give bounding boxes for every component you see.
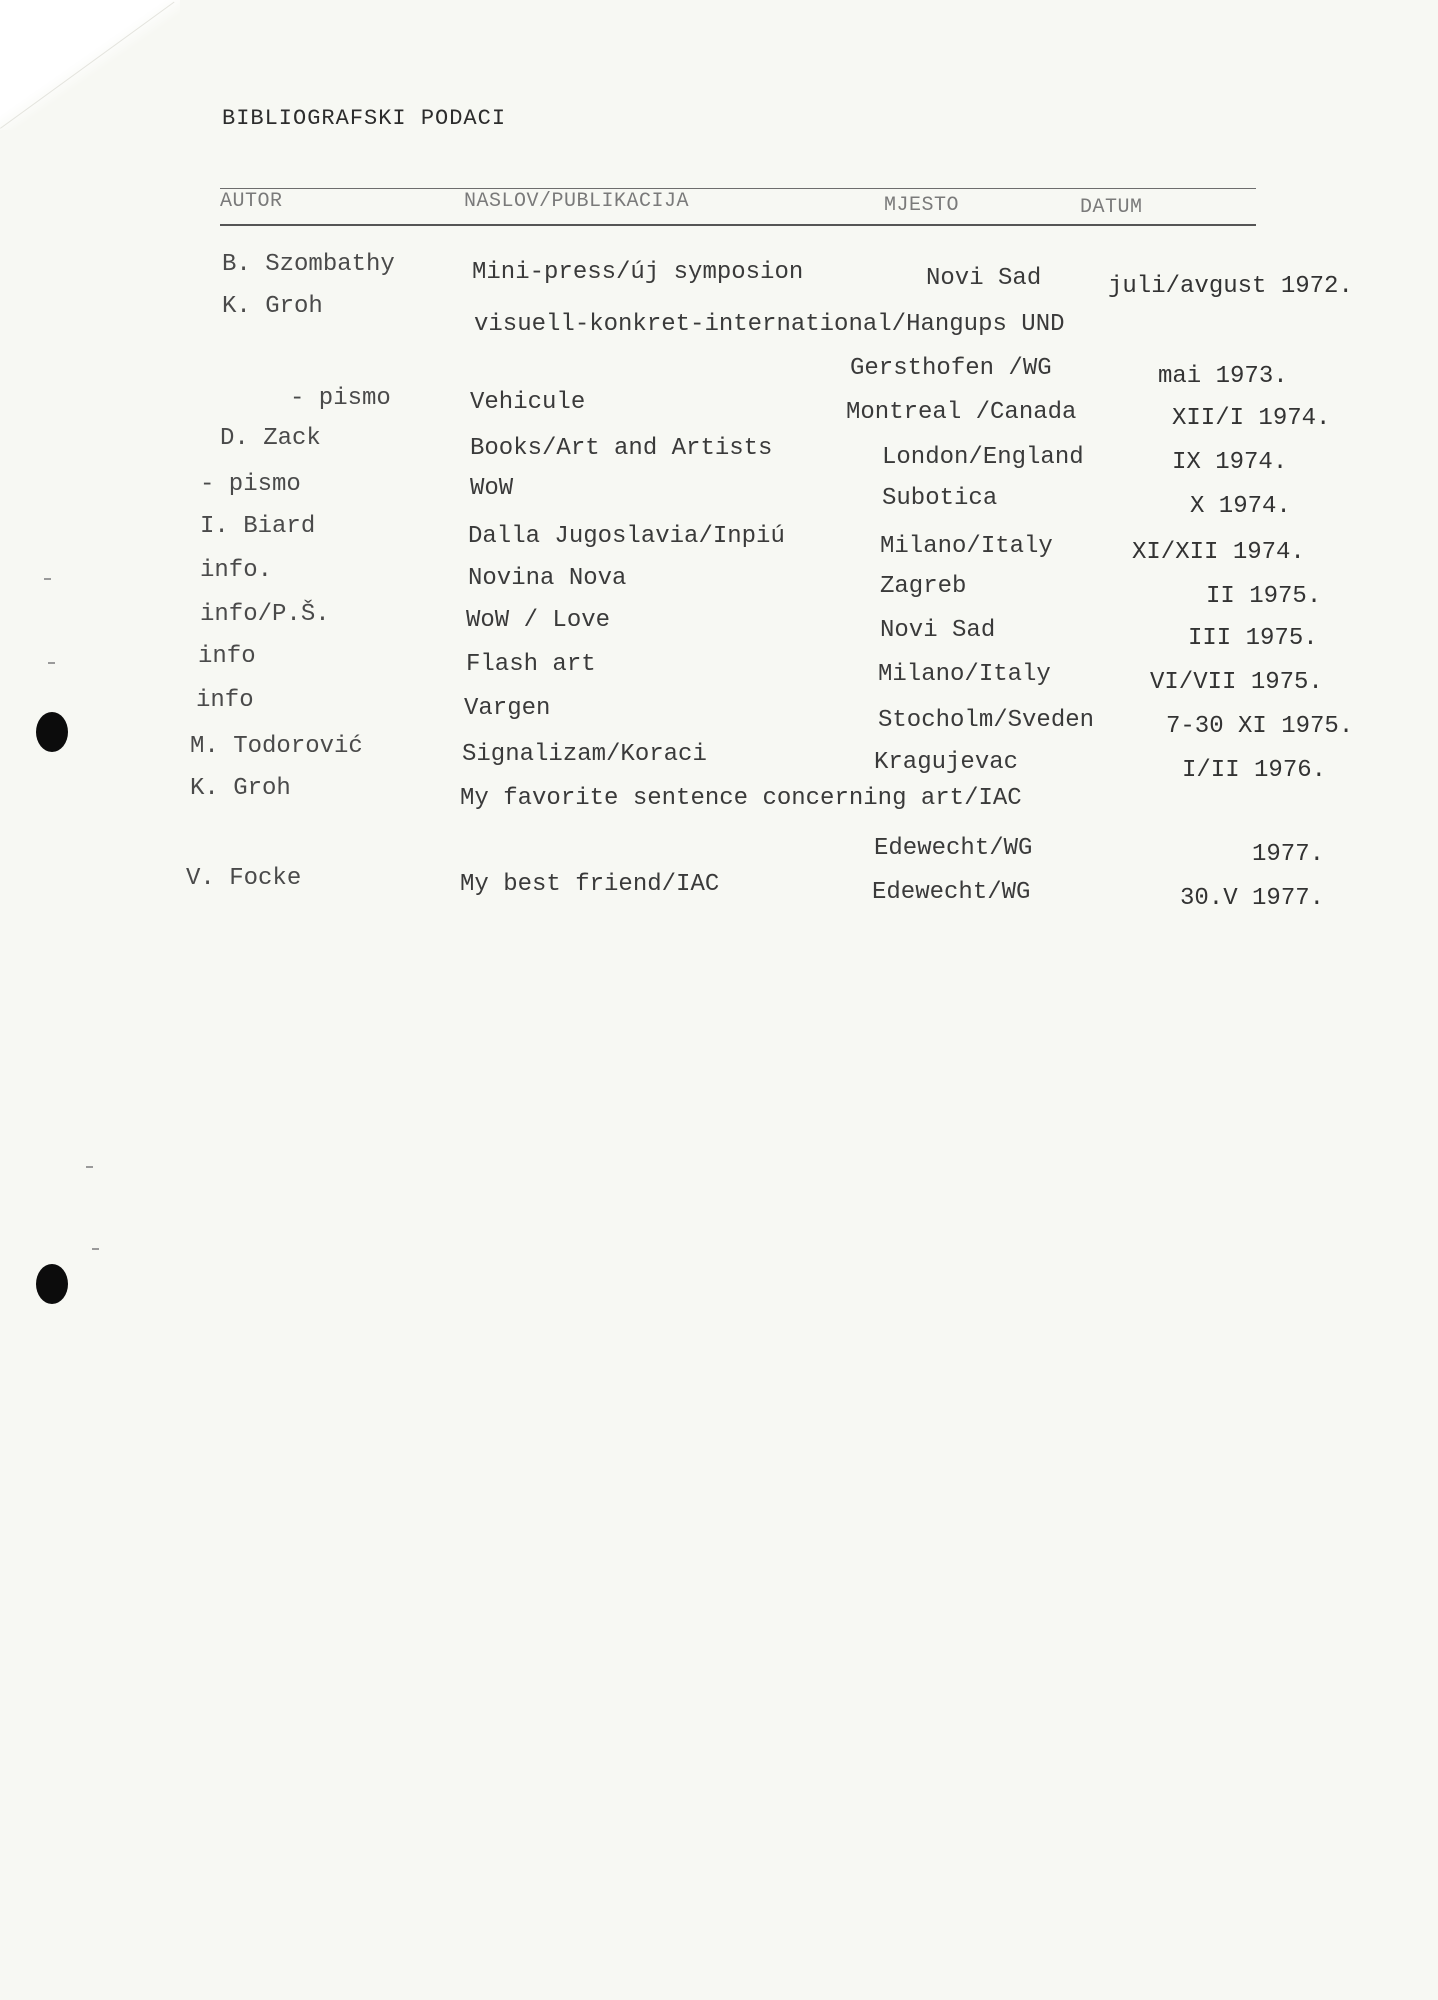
paper-speck [92, 1248, 99, 1250]
header-rule-top [220, 188, 1256, 189]
row-place: Stocholm/Sveden [878, 707, 1095, 734]
row-author: I. Biard [200, 513, 316, 540]
header-rule-bottom [220, 224, 1256, 226]
row-title: Novina Nova [468, 565, 627, 592]
row-place: Zagreb [880, 573, 967, 600]
row-title: Signalizam/Koraci [462, 741, 707, 768]
row-date: IX 1974. [1172, 449, 1288, 476]
row-date: X 1974. [1190, 493, 1291, 520]
folded-corner [0, 0, 180, 130]
document-title: BIBLIOGRAFSKI PODACI [222, 106, 507, 131]
header-mjesto: MJESTO [884, 194, 960, 217]
row-author: D. Zack [220, 425, 321, 452]
row-date: 1977. [1252, 841, 1325, 868]
punch-hole-bottom [36, 1264, 68, 1304]
row-title: WoW [470, 475, 514, 502]
header-autor: AUTOR [220, 190, 283, 213]
row-author: K. Groh [190, 775, 291, 802]
punch-hole-top [36, 712, 68, 752]
row-author: V. Focke [186, 865, 302, 892]
row-place: Edewecht/WG [874, 835, 1033, 862]
row-author: - pismo [290, 385, 391, 412]
row-date: II 1975. [1206, 583, 1322, 610]
row-title: My best friend/IAC [460, 871, 720, 898]
row-place: Montreal /Canada [846, 399, 1077, 426]
row-date: XI/XII 1974. [1132, 539, 1305, 566]
row-title: Vargen [464, 695, 551, 722]
paper-speck [44, 578, 51, 580]
row-place: Novi Sad [880, 617, 996, 644]
row-author: M. Todorović [190, 733, 363, 760]
row-author: - pismo [200, 471, 301, 498]
row-place: Edewecht/WG [872, 879, 1031, 906]
row-title: Dalla Jugoslavia/Inpiú [468, 523, 785, 550]
row-author: K. Groh [222, 293, 323, 320]
row-title: Books/Art and Artists [470, 435, 773, 462]
row-title: My favorite sentence concerning art/IAC [460, 785, 1022, 812]
row-date: juli/avgust 1972. [1108, 273, 1353, 300]
row-place: Kragujevac [874, 749, 1019, 776]
row-place: Novi Sad [926, 265, 1042, 292]
row-date: I/II 1976. [1182, 757, 1327, 784]
row-author: B. Szombathy [222, 251, 395, 278]
row-title: WoW / Love [466, 607, 611, 634]
row-author: info [196, 687, 254, 714]
row-title: Vehicule [470, 389, 586, 416]
row-title: Mini-press/új symposion [472, 259, 804, 286]
header-datum: DATUM [1080, 196, 1143, 219]
row-title: Flash art [466, 651, 596, 678]
row-author: info [198, 643, 256, 670]
row-place: Milano/Italy [878, 661, 1051, 688]
row-date: XII/I 1974. [1172, 405, 1331, 432]
row-place: Milano/Italy [880, 533, 1053, 560]
row-date: 30.V 1977. [1180, 885, 1325, 912]
table-header [220, 186, 1256, 226]
row-author: info/P.Š. [200, 601, 330, 628]
row-place: London/England [882, 444, 1084, 471]
paper-speck [48, 662, 55, 664]
row-title: visuell-konkret-international/Hangups UND [474, 311, 1065, 338]
row-author: info. [200, 557, 273, 584]
row-date: VI/VII 1975. [1150, 669, 1323, 696]
paper-speck [86, 1166, 93, 1168]
row-date: 7-30 XI 1975. [1166, 713, 1354, 740]
row-date: mai 1973. [1158, 363, 1288, 390]
row-date: III 1975. [1188, 625, 1318, 652]
row-place: Gersthofen /WG [850, 355, 1052, 382]
header-naslov: NASLOV/PUBLIKACIJA [464, 190, 690, 213]
row-place: Subotica [882, 485, 998, 512]
